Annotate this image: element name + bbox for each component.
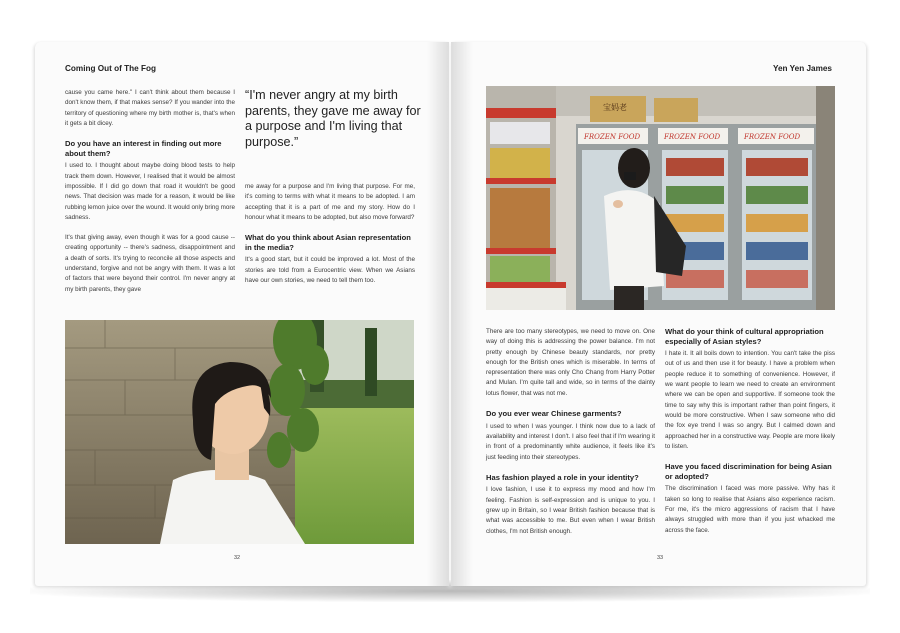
store-photo bbox=[486, 86, 835, 310]
right-column-1 bbox=[486, 327, 655, 547]
interview-question: Has fashion played a role in your identity? bbox=[486, 472, 639, 482]
paragraph: There are too many stereotypes, we need to move on. One way of doing this is addressing the power balance. I'm not pretty enough by Chinese beauty standards, nor pretty enough for the British ones which is miserable. In terms of representation there was only Cho Chang from Harry Potter and Mulan. I'm quite tall and wide, so in terms of the dainty lotus flower, that was not me. bbox=[486, 328, 655, 397]
store-sign-2: FROZEN FOOD bbox=[664, 133, 721, 141]
left-column-2 bbox=[245, 182, 415, 296]
paragraph: The discrimination I faced was more passive. Why has it taken so long to realise that Asians also experience racism. For me, it's the micro aggressions of racism that I have always struggled with more than if you just whacked me across the face. bbox=[665, 485, 835, 534]
left-column-1 bbox=[65, 88, 235, 305]
right-gutter-shade bbox=[451, 42, 473, 586]
portrait-photo bbox=[65, 320, 414, 544]
page-number-left: 32 bbox=[234, 555, 241, 561]
paragraph: It's a good start, but it could be improved a lot. Most of the stories are told from a Eurocentric view. When we Asians have our own stories, we need to tell them too. bbox=[245, 256, 415, 284]
left-gutter-shade bbox=[427, 42, 449, 586]
store-illustration bbox=[486, 86, 835, 310]
interview-question: What do you think about Asian representation in the media? bbox=[245, 233, 411, 252]
running-head-left: Coming Out of The Fog bbox=[65, 64, 156, 73]
paragraph: I hate it. It all boils down to intention. You can't take the piss out of us and then use it for beauty. I have a problem when people reduce it to something of convenience. However, if we want people to learn we need to create an environment where we can be open and supportive. If someone took the time to say why this is important rather than point fingers, it would be more constructive. When I saw someone who did the fox eye trend I was so angry. But I calmed down and approached her in a constructive way. People are more likely to listen. bbox=[665, 350, 835, 450]
page-number-right: 33 bbox=[657, 555, 664, 561]
right-page bbox=[451, 42, 866, 586]
paragraph: I used to when I was younger. I think now due to a lack of availability and interest I don't. I also feel that if I'm wearing it in front of a predominantly white audience, it feels like it's just feeding into their stereotypes. bbox=[486, 422, 655, 461]
interview-question: Have you faced discrimination for being Asian or adopted? bbox=[665, 462, 832, 481]
paragraph: I love fashion, I use it to express my mood and how I'm feeling. Fashion is self-expression and is unique to you. I grew up in Britain, so I wear British fashion because that is what was accessible to me. But even when I wear British clothes, I'm not British enough. bbox=[486, 486, 655, 535]
left-page bbox=[35, 42, 449, 586]
paragraph: cause you came here." I can't think about them because I don't know them, if that makes sense? If you wander into the territory of questioning where my birth mother is, that's when it gets a bit dicey. bbox=[65, 89, 235, 127]
interview-question: What do your think of cultural appropriation especially of Asian styles? bbox=[665, 327, 824, 346]
pull-quote: “I'm never angry at my birth parents, they gave me away for a purpose and I'm living that purpose.” bbox=[245, 88, 421, 149]
paragraph: me away for a purpose and I'm living that purpose. For me, it's coming to terms with what it means to be adopted. I am accepting that it is a part of me and my story. How do I honour what it means to be adopted, but also move forward? bbox=[245, 183, 415, 221]
portrait-illustration bbox=[65, 320, 414, 544]
running-head-right: Yen Yen James bbox=[772, 64, 832, 73]
interview-question: Do you ever wear Chinese garments? bbox=[486, 409, 622, 419]
right-column-2 bbox=[665, 327, 835, 546]
box-label: 宝妈老 bbox=[603, 103, 627, 112]
paragraph: It's that giving away, even though it was for a good cause -- creating opportunity -- there's sadness, disappointment and a death of sorts. It's trying to reconcile all those aspects and understand, forgive and not be angry with them. It was a lot of factors that were beyond their control. I'm never angry at my birth parents, they gave bbox=[65, 234, 235, 293]
interview-question: Do you have an interest in finding out more about them? bbox=[65, 139, 222, 158]
paragraph: I used to. I thought about maybe doing blood tests to help track them down. However, I realised that it would be almost impossible. If I did go down that road it wouldn't be good news. That decision was made for a reason, it would be like rubbing lemon juice over the wound. It would only bring more sadness. bbox=[65, 162, 235, 221]
store-sign-3: FROZEN FOOD bbox=[744, 133, 801, 141]
store-sign-1: FROZEN FOOD bbox=[584, 133, 641, 141]
